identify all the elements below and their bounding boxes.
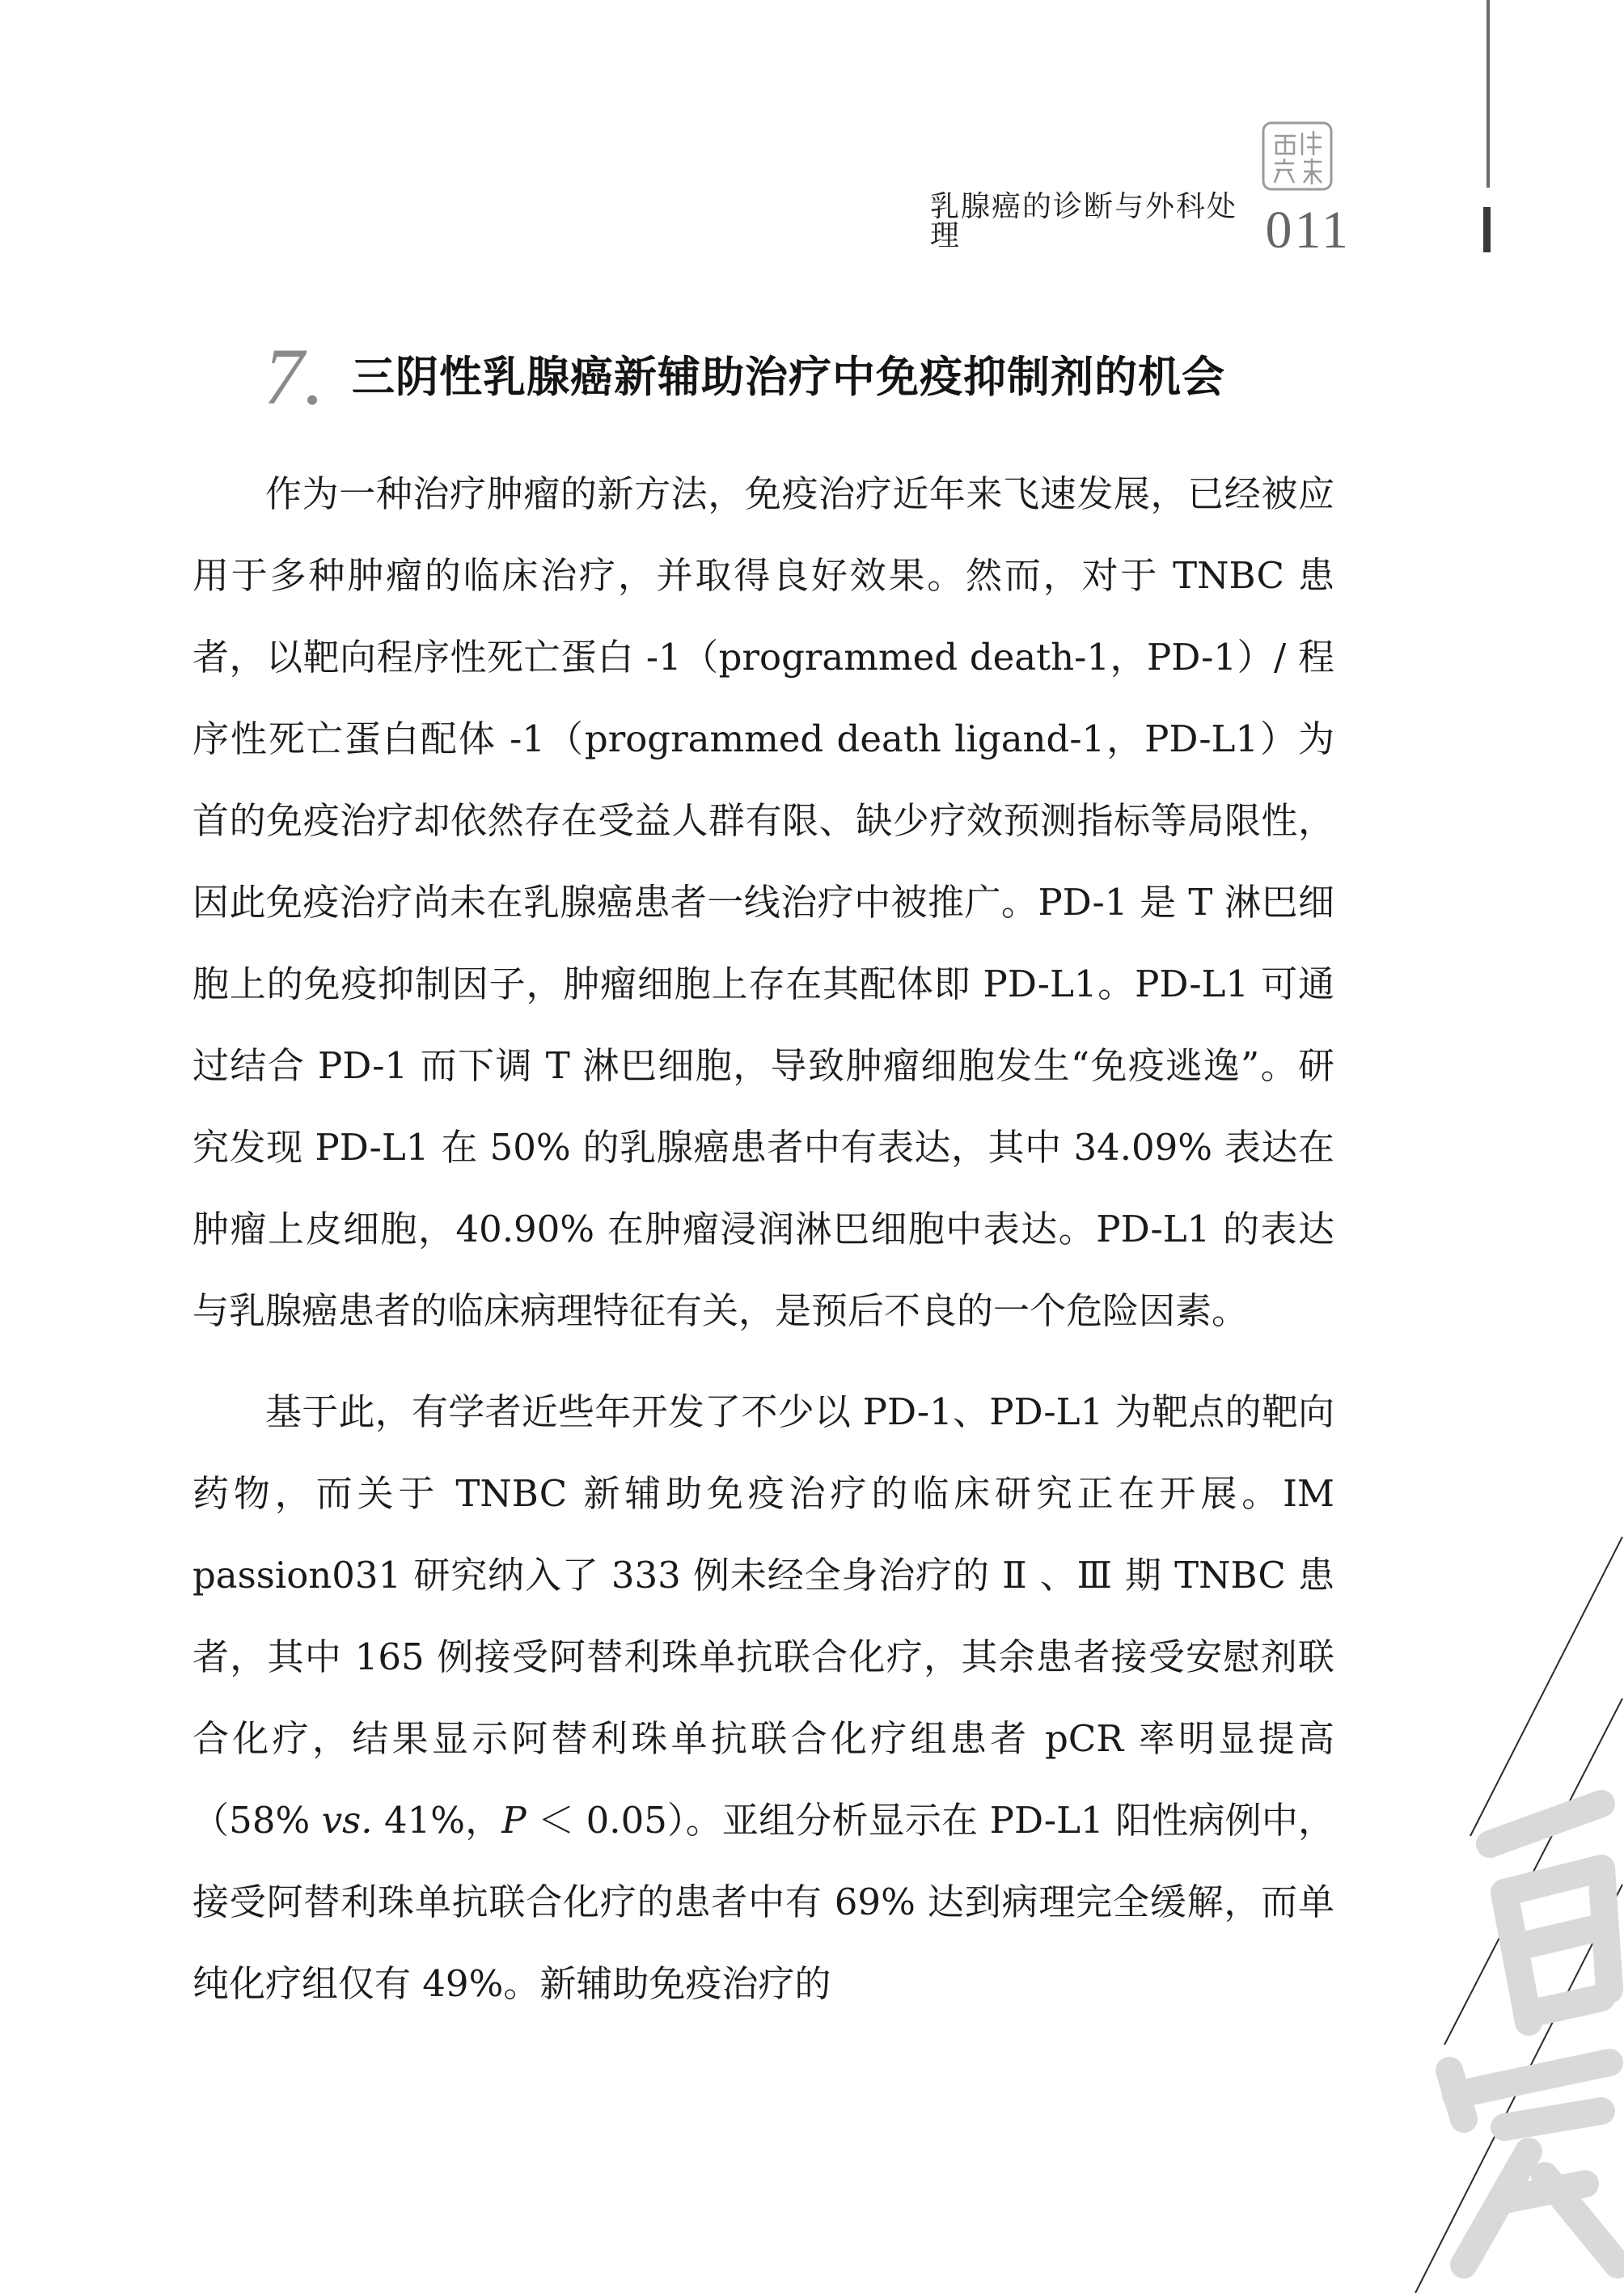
paragraph-gap (192, 1352, 1334, 1371)
body-text (192, 453, 1334, 2024)
paragraph-1: 作为一种治疗肿瘤的新方法，免疫治疗近年来飞速发展，已经被应用于多种肿瘤的临床治疗，并取得良好效果。然而，对于 TNBC 患者，以靶向程序性死亡蛋白 -1（programmed death-1，PD-1）/ 程序性死亡蛋白配体 -1（programmed death ligand-1，PD-L1）为首的免疫治疗却依然存在受益人群有限、缺少疗效预测指标等局限性，因此免疫治疗尚未在乳腺癌患者一线治疗中被推广。PD-1 是 T 淋巴细胞上的免疫抑制因子，肿瘤细胞上存在其配体即 PD-L1。PD-L1 可通过结合 PD-1 而下调 T 淋巴细胞，导致肿瘤细胞发生“免疫逃逸”。研究发现 PD-L1 在 50% 的乳腺癌患者中有表达，其中 34.09% 表达在肿瘤上皮细胞，40.90% 在肿瘤浸润淋巴细胞中表达。PD-L1 的表达与乳腺癌患者的临床病理特征有关，是预后不良的一个危险因素。 (192, 472, 1334, 1332)
margin-rule-top (1487, 0, 1490, 188)
page-number: 011 (1265, 201, 1351, 260)
versus-abbrev: vs. (321, 1799, 373, 1842)
section-title: 三阴性乳腺癌新辅助治疗中免疫抑制剂的机会 (352, 352, 1225, 402)
section-number: 7. (264, 332, 324, 421)
paragraph-2 (192, 1371, 1334, 2024)
margin-rule-marker (1483, 207, 1491, 252)
watermark-decoration (1262, 1537, 1624, 2293)
paragraph-2-text-c: ＜ 0.05）。亚组分析显示在 PD-L1 阳性病例中，接受阿替利珠单抗联合化疗的患者中有 69% 达到病理完全缓解，而单纯化疗组仅有 49%。新辅助免疫治疗的 (192, 1799, 1334, 2005)
paragraph-2-text-b: 41%， (372, 1799, 502, 1842)
section-heading (264, 332, 1380, 421)
p-value-symbol: P (501, 1799, 527, 1842)
logo-seal (1260, 118, 1336, 194)
paragraph-2-text-a: 基于此，有学者近些年开发了不少以 PD-1、PD-L1 为靶点的靶向药物，而关于 TNBC 新辅助免疫治疗的临床研究正在开展。IM passion031 研究纳入了 333 例未经全身治疗的 Ⅱ 、Ⅲ 期 TNBC 患者，其中 165 例接受阿替利珠单抗联合化疗，其余患者接受安慰剂联合化疗，结果显示阿替利珠单抗联合化疗组患者 pCR 率明显提高（58% (192, 1390, 1334, 1842)
running-title: 乳腺癌的诊断与外科处理 (930, 190, 1238, 252)
running-header (930, 190, 1351, 260)
